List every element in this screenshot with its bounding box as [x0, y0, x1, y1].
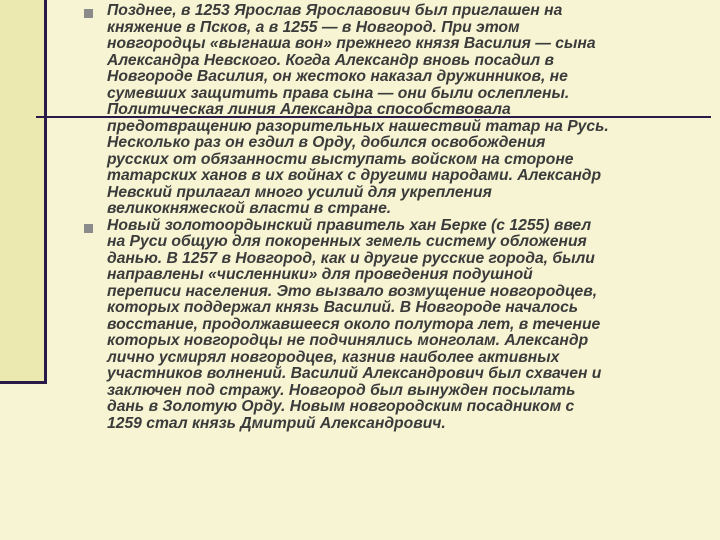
paragraph-1: Позднее, в 1253 Ярослав Ярославович был приглашен на княжение в Псков, а в 1255 — в Новгород. При этом новгородцы «выгнаша вон» прежнего князя Василия — сына Александра Невского. Когда Александр вновь посадил в Новгороде Василия, он жестоко наказал дружинников, не сумевших защитить права сына — они были ослеплены. Политическая линия Александра способствовала предотвращению разорительных нашествий татар на Русь. Несколько раз он ездил в Орду, добился освобождения русских от обязанности выступать войском на стороне татарских ханов в их войнах с другими народами. Александр Невский прилагал много усилий для укрепления великокняжеской власти в стране. — [107, 2, 609, 217]
band-bottom-rule — [0, 381, 47, 384]
square-bullet-icon — [84, 9, 93, 18]
bullet-item-2 — [84, 218, 689, 433]
paragraph-2: Новый золотоордынский правитель хан Берке (с 1255) ввел на Руси общую для покоренных земель систему обложения данью. В 1257 в Новгород, как и другие русские города, были направлены «численники» для проведения подушной переписи населения. Это вызвало возмущение новгородцев, которых поддержал князь Василий. В Новгороде началось восстание, продолжавшееся около полутора лет, в течение которых новгородцы не подчинялись монголам. Александр лично усмирял новгородцев, казнив наиболее активных участников волнений. Василий Александрович был схвачен и заключен под стражу. Новгород был вынужден посылать дань в Золотую Орду. Новым новгородским посадником с 1259 стал князь Дмитрий Александрович. — [107, 216, 602, 432]
left-band-edge-rule — [44, 0, 47, 383]
square-bullet-icon — [84, 224, 93, 233]
bullet-item-1 — [84, 3, 689, 218]
slide-content — [84, 3, 689, 432]
left-decorative-band — [0, 0, 44, 383]
